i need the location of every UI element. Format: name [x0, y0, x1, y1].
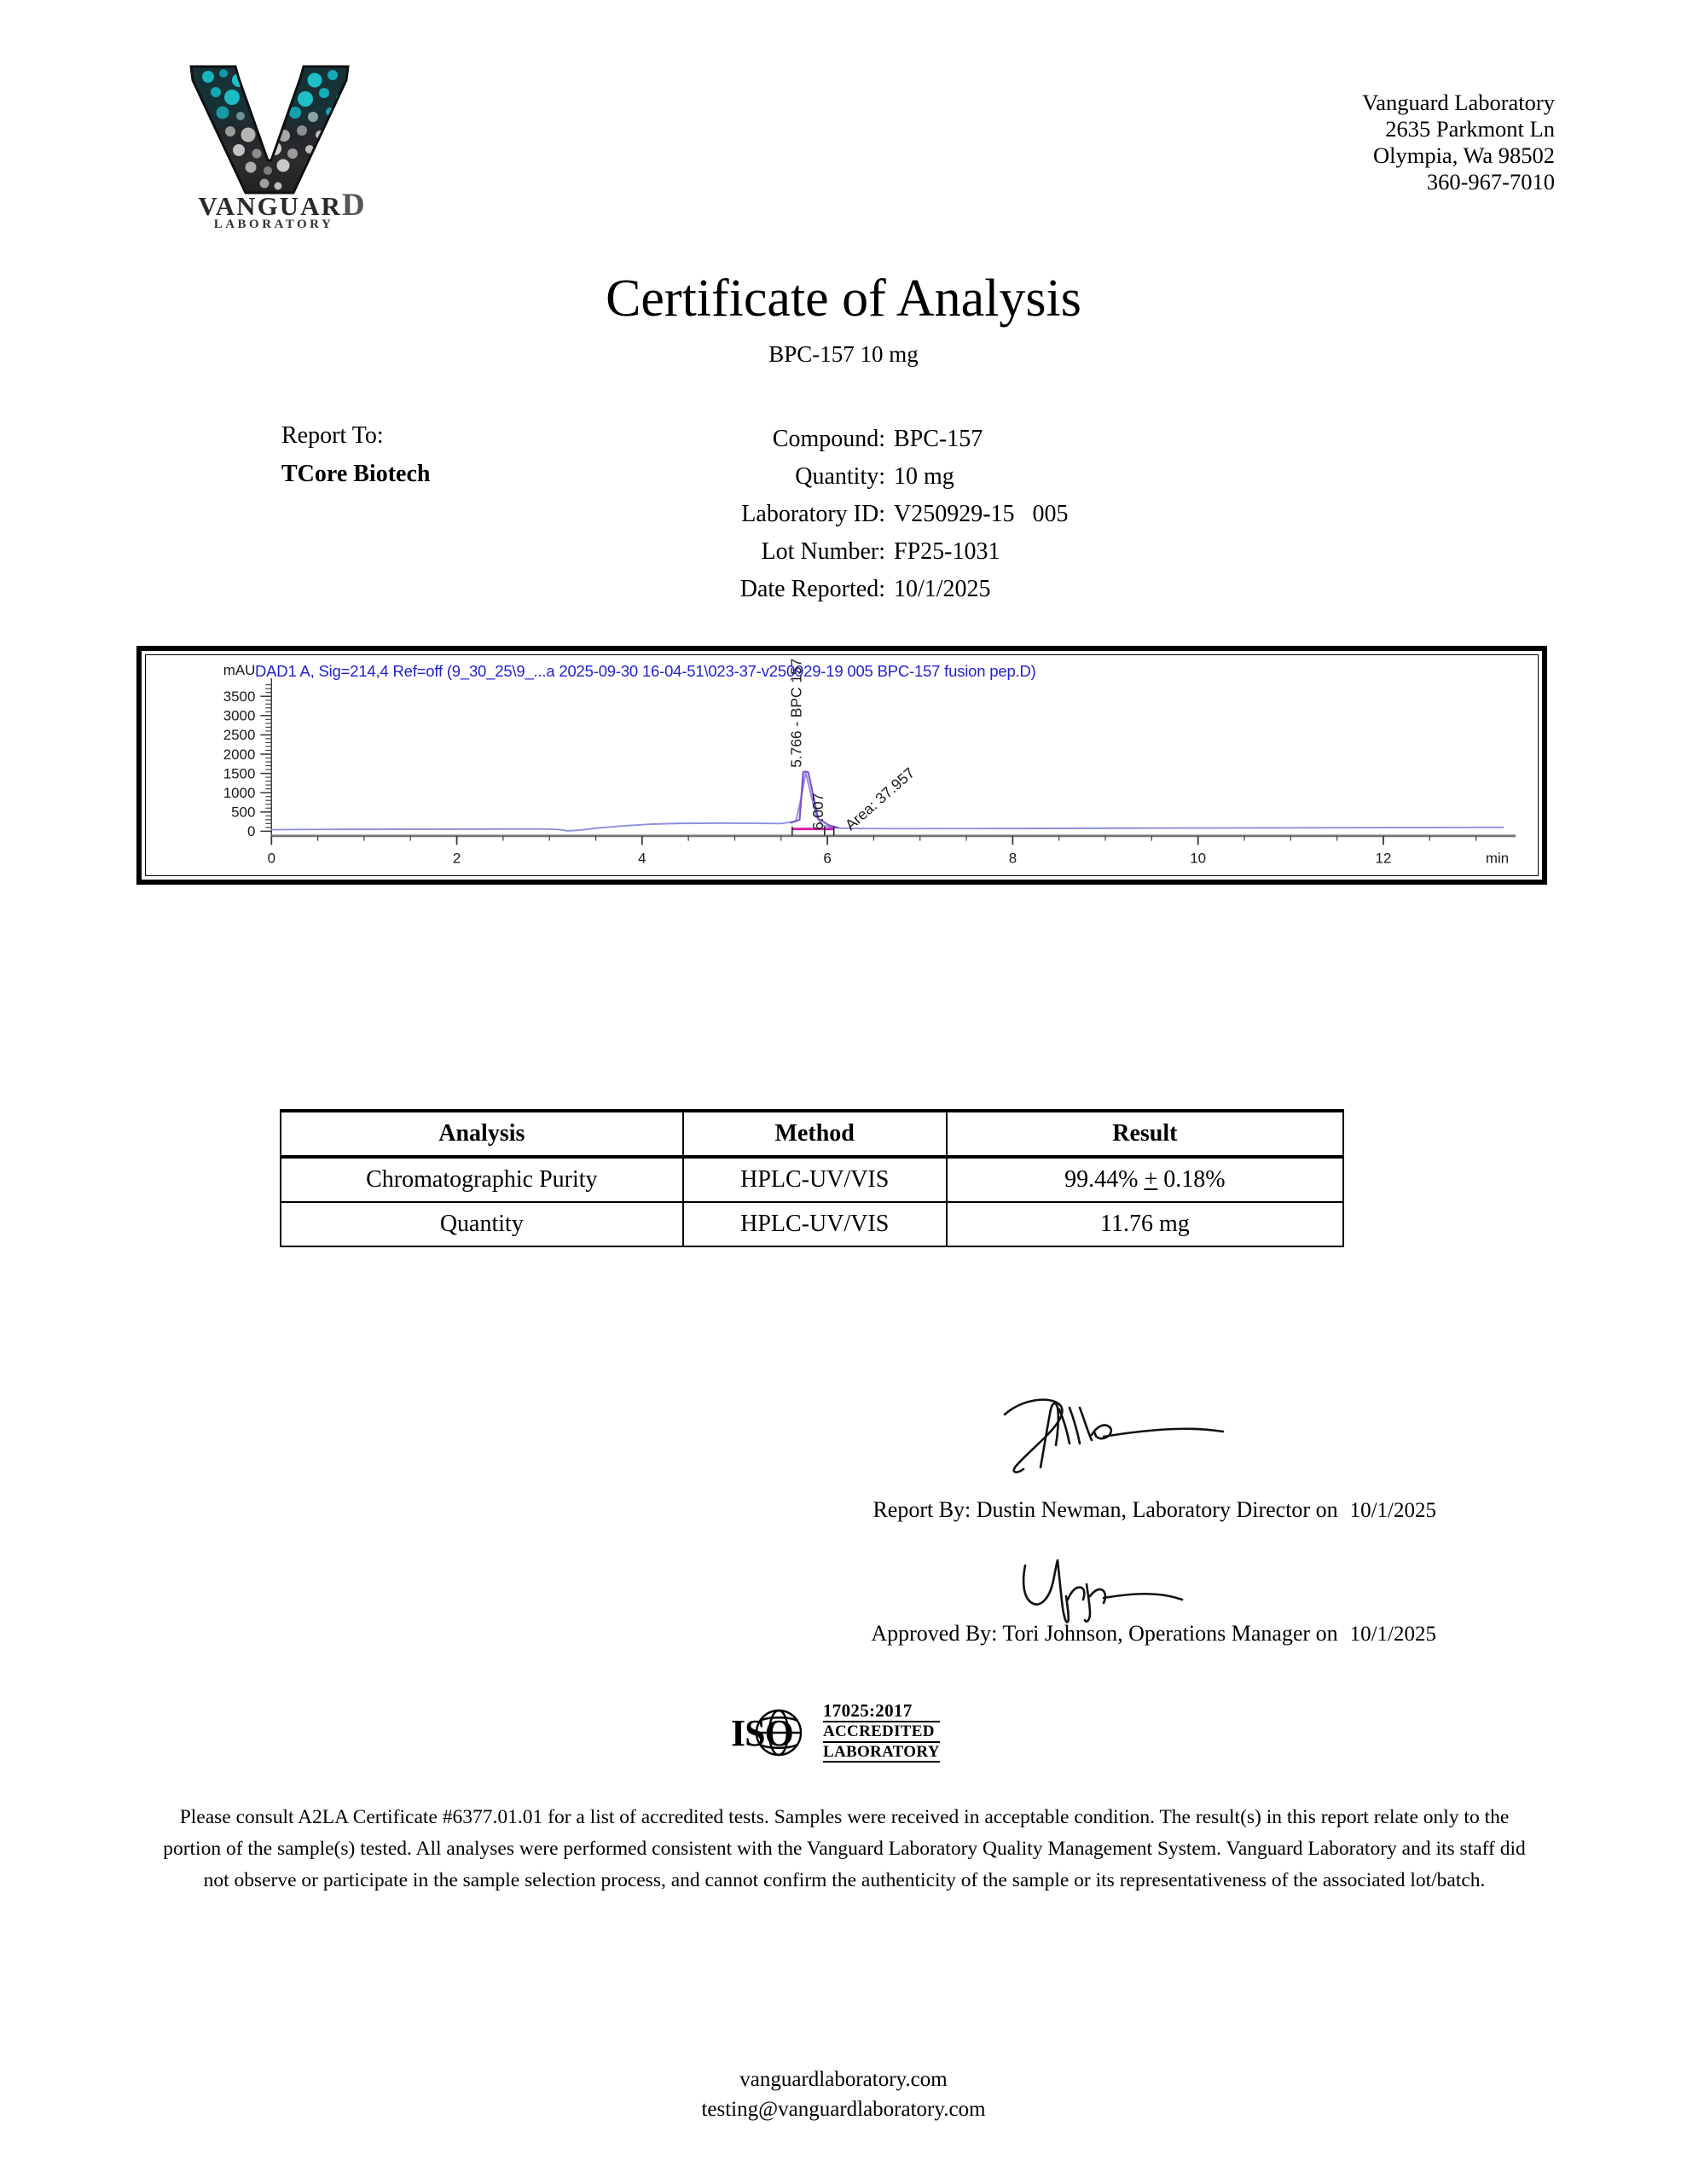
svg-text:6.007: 6.007 [809, 793, 826, 831]
chromatogram-signal-title: DAD1 A, Sig=214,4 Ref=off (9_30_25\9_...a 2025-09-30 16-04-51\023-37-v250929-19 005 BPC-157 fusion pep.D) [255, 662, 1036, 680]
meta-row-date-reported [597, 571, 1279, 608]
logo-wordmark-text: VANGUAR [198, 191, 342, 221]
svg-text:2: 2 [452, 850, 461, 867]
cell-method-quantity: HPLC-UV/VIS [683, 1202, 947, 1246]
signature-report-by [996, 1389, 1244, 1487]
chromatogram-annotations [787, 659, 918, 834]
cell-result-quantity: 11.76 mg [947, 1202, 1343, 1246]
chromatogram-axes [223, 662, 1516, 866]
company-street: 2635 Parkmont Ln [1385, 116, 1555, 142]
table-row [281, 1202, 1343, 1246]
report-to-name: TCore Biotech [281, 461, 431, 487]
company-address [1362, 90, 1555, 195]
meta-value-lot-number: FP25-1031 [894, 538, 1000, 565]
svg-text:10: 10 [1190, 850, 1207, 867]
results-table-body [281, 1157, 1343, 1246]
signature-dustin-newman-icon [996, 1389, 1244, 1483]
page-subtitle: BPC-157 10 mg [768, 341, 919, 367]
disclaimer-text: Please consult A2LA Certificate #6377.01.01 for a list of accredited tests. Samples were received in acceptable condition. The result(s) in this report relate only to the portion of the sample(s) tested. All analyses were performed consistent with the Vanguard Laboratory Quality Management System. Vanguard Laboratory and its staff did not observe or participate in the sample selection process, and cannot confirm the authenticity of the sample or its representativeness of the associated lot/batch. [163, 1806, 1526, 1891]
report-meta-list [597, 421, 1279, 608]
results-header-analysis: Analysis [281, 1111, 683, 1157]
svg-text:0: 0 [246, 823, 256, 840]
meta-row-quantity [597, 458, 1279, 496]
footer-website[interactable]: vanguardlaboratory.com [739, 2068, 948, 2091]
signature-tori-johnson-icon [1015, 1548, 1211, 1629]
meta-value-laboratory-id: V250929-15 005 [894, 501, 1069, 527]
svg-text:mAU: mAU [223, 662, 256, 679]
company-phone: 360-967-7010 [1426, 169, 1555, 195]
meta-label-date-reported: Date Reported: [739, 576, 885, 602]
approved-by-date: 10/1/2025 [1349, 1623, 1436, 1646]
svg-text:2500: 2500 [223, 727, 256, 744]
svg-text:0: 0 [267, 850, 275, 867]
iso-globe-icon [729, 1706, 818, 1759]
cell-result-purity [947, 1157, 1343, 1202]
iso-accredited-label: ACCREDITED [823, 1723, 940, 1742]
chromatogram-panel [136, 646, 1547, 885]
svg-text:500: 500 [231, 804, 256, 821]
results-table [280, 1109, 1344, 1247]
cell-analysis-quantity: Quantity [281, 1202, 683, 1246]
logo-subtext: LABORATORY [213, 218, 334, 231]
iso-text-block [823, 1702, 940, 1763]
iso-accreditation-badge [729, 1702, 940, 1763]
report-by-line [0, 1497, 1436, 1523]
svg-text:5.766 - BPC 157: 5.766 - BPC 157 [787, 658, 805, 768]
footer-email[interactable]: testing@vanguardlaboratory.com [701, 2098, 986, 2121]
vanguard-v-icon [176, 60, 389, 196]
svg-text:2000: 2000 [223, 746, 256, 763]
meta-row-compound [597, 421, 1279, 458]
svg-text:1500: 1500 [223, 765, 256, 782]
svg-text:8: 8 [1008, 850, 1017, 867]
meta-label-compound: Compound: [772, 426, 885, 452]
results-header-method: Method [683, 1111, 947, 1157]
results-header-row [281, 1111, 1343, 1157]
svg-text:Area: 37.957: Area: 37.957 [841, 764, 919, 834]
result-purity-tolerance: 0.18% [1157, 1166, 1226, 1193]
document-header [0, 0, 1687, 256]
iso-laboratory-label: LABORATORY [823, 1744, 940, 1763]
iso-standard-number: 17025:2017 [823, 1702, 940, 1722]
meta-row-lot-number [597, 533, 1279, 571]
meta-value-date-reported: 10/1/2025 [894, 576, 991, 602]
svg-text:3500: 3500 [223, 688, 256, 705]
company-name: Vanguard Laboratory [1362, 90, 1555, 115]
report-by-date: 10/1/2025 [1349, 1499, 1436, 1522]
meta-label-lot-number: Lot Number: [761, 538, 885, 565]
meta-row-laboratory-id [597, 496, 1279, 533]
company-logo [167, 60, 397, 243]
meta-value-quantity: 10 mg [894, 463, 954, 490]
svg-text:12: 12 [1375, 850, 1392, 867]
meta-label-quantity: Quantity: [795, 463, 885, 490]
chromatogram-plot-area [145, 654, 1539, 876]
svg-text:6: 6 [823, 850, 832, 867]
logo-wordmark-d: D [341, 188, 367, 223]
report-to-label: Report To: [281, 422, 384, 449]
logo-v-mark [176, 60, 389, 196]
document-footer [0, 2065, 1687, 2124]
table-row [281, 1157, 1343, 1202]
results-table-head [281, 1111, 1343, 1157]
company-city: Olympia, Wa 98502 [1372, 142, 1555, 168]
result-purity-value: 99.44% [1064, 1166, 1145, 1193]
meta-label-laboratory-id: Laboratory ID: [741, 501, 885, 527]
approved-by-text: Approved By: Tori Johnson, Operations Manager on [871, 1621, 1338, 1646]
cell-analysis-purity: Chromatographic Purity [281, 1157, 683, 1202]
plus-minus-icon: + [1144, 1166, 1158, 1193]
cell-method-purity: HPLC-UV/VIS [683, 1157, 947, 1202]
page-title: Certificate of Analysis [606, 270, 1081, 328]
iso-mark-svg [729, 1706, 818, 1759]
svg-text:3000: 3000 [223, 707, 256, 724]
meta-value-compound: BPC-157 [894, 426, 983, 452]
report-by-text: Report By: Dustin Newman, Laboratory Director on [872, 1497, 1338, 1522]
svg-text:4: 4 [638, 850, 646, 867]
results-header-result: Result [947, 1111, 1343, 1157]
approved-by-line [0, 1621, 1436, 1647]
svg-text:min: min [1485, 850, 1510, 867]
logo-wordmark [167, 189, 397, 221]
chromatogram-chart [146, 655, 1538, 875]
svg-text:ISO: ISO [731, 1711, 793, 1754]
svg-text:1000: 1000 [223, 785, 256, 801]
